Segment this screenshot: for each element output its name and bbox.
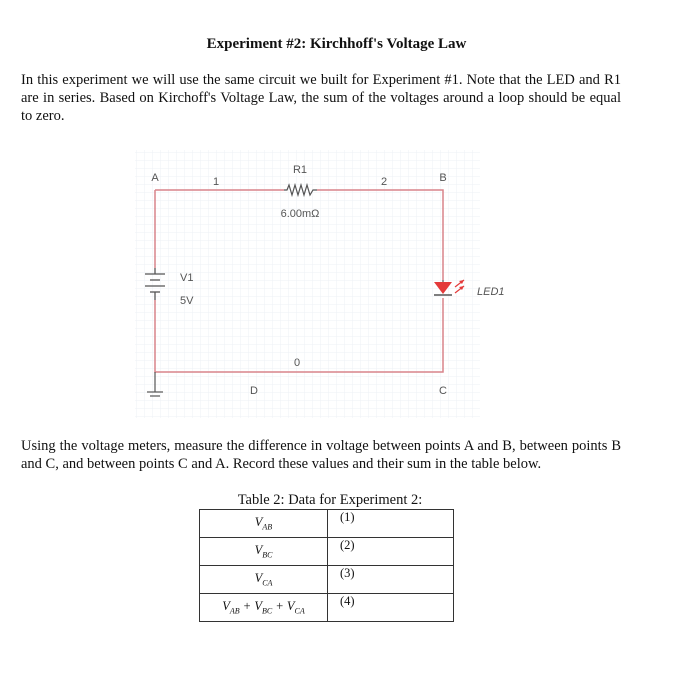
intro-paragraph: In this experiment we will use the same circuit we built for Experiment #1. Note that the LED and R1 are in series. Based on Kirchoff's Voltage Law, the sum of the voltages around a loop should be equal to zero. xyxy=(21,72,621,124)
page-title: Experiment #2: Kirchhoff's Voltage Law xyxy=(206,36,467,52)
table-row xyxy=(200,538,454,566)
node-d-label: D xyxy=(250,385,258,397)
table-row xyxy=(200,510,454,538)
data-table xyxy=(199,509,454,622)
wire-0-label: 0 xyxy=(293,357,301,369)
quantity-cell: $V_{AB} + V_{BC} + V_{CA}$ xyxy=(200,594,328,622)
value-cell[interactable]: (2) xyxy=(328,538,454,566)
wire-2-label: 2 xyxy=(380,176,388,188)
table-row xyxy=(200,566,454,594)
node-a-label: A xyxy=(151,172,159,184)
resistor-name: R1 xyxy=(292,164,308,176)
value-cell[interactable]: (3) xyxy=(328,566,454,594)
value-cell[interactable]: (4) xyxy=(328,594,454,622)
source-value: 5V xyxy=(180,295,194,307)
value-cell[interactable]: (1) xyxy=(328,510,454,538)
led-name: LED1 xyxy=(477,286,505,298)
instructions-paragraph: Using the voltage meters, measure the difference in voltage between points A and B, between points B and C, and between points C and A. Record these values and their sum in the table below. xyxy=(21,438,621,472)
quantity-cell: $V_{BC}$ xyxy=(200,538,328,566)
quantity-cell: $V_{CA}$ xyxy=(200,566,328,594)
source-name: V1 xyxy=(180,272,194,284)
table-caption: Table 2: Data for Experiment 2: xyxy=(237,492,423,508)
node-b-label: B xyxy=(439,172,447,184)
table-row xyxy=(200,594,454,622)
node-c-label: C xyxy=(439,385,447,397)
resistor-value: 6.00mΩ xyxy=(280,208,320,220)
wire-1-label: 1 xyxy=(212,176,220,188)
quantity-cell: $V_{AB}$ xyxy=(200,510,328,538)
